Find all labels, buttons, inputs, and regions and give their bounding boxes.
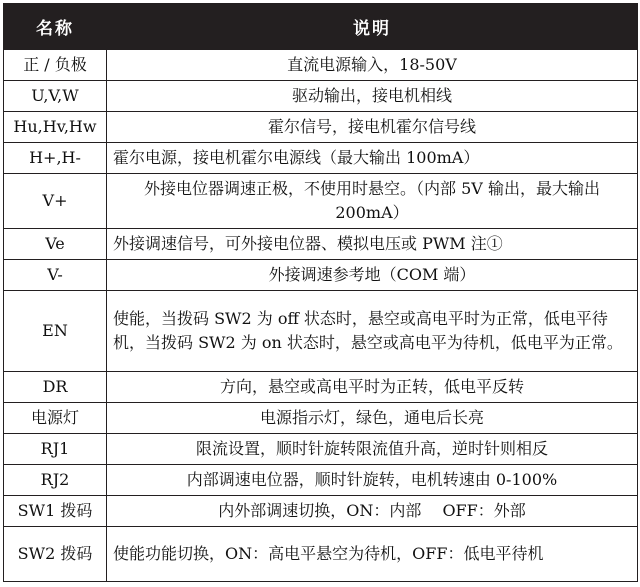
row-description: 限流设置，顺时针旋转限流值升高，逆时针则相反	[107, 434, 638, 465]
table-row	[4, 143, 638, 174]
table-row	[4, 496, 638, 527]
spec-table-container	[3, 3, 638, 582]
table-row	[4, 50, 638, 81]
spec-table	[3, 3, 638, 582]
row-name: 电源灯	[4, 403, 107, 434]
row-description: 电源指示灯，绿色，通电后长亮	[107, 403, 638, 434]
table-row	[4, 174, 638, 229]
row-description: 霍尔信号，接电机霍尔信号线	[107, 112, 638, 143]
table-row	[4, 465, 638, 496]
row-description: 外接调速参考地（COM 端）	[107, 260, 638, 291]
row-description: 外接调速信号，可外接电位器、模拟电压或 PWM 注①	[107, 229, 638, 260]
row-name: RJ2	[4, 465, 107, 496]
row-description: 内外部调速切换，ON：内部 OFF：外部	[107, 496, 638, 527]
row-name: Ve	[4, 229, 107, 260]
row-name: U,V,W	[4, 81, 107, 112]
table-row	[4, 229, 638, 260]
table-row	[4, 112, 638, 143]
row-description: 直流电源输入，18-50V	[107, 50, 638, 81]
table-row	[4, 81, 638, 112]
header-description: 说明	[107, 4, 638, 50]
row-name: EN	[4, 291, 107, 372]
row-name: SW2 拨码	[4, 527, 107, 582]
row-description: 霍尔电源，接电机霍尔电源线（最大输出 100mA）	[107, 143, 638, 174]
table-row	[4, 372, 638, 403]
table-row	[4, 527, 638, 582]
row-description: 方向，悬空或高电平时为正转，低电平反转	[107, 372, 638, 403]
row-description: 使能，当拨码 SW2 为 off 状态时，悬空或高电平时为正常，低电平待机，当拨码 SW2 为 on 状态时，悬空或高电平为待机，低电平为正常。	[107, 291, 638, 372]
row-name: V-	[4, 260, 107, 291]
row-name: H+,H-	[4, 143, 107, 174]
table-row	[4, 291, 638, 372]
row-name: Hu,Hv,Hw	[4, 112, 107, 143]
table-row	[4, 434, 638, 465]
row-name: V+	[4, 174, 107, 229]
table-row	[4, 260, 638, 291]
row-name: SW1 拨码	[4, 496, 107, 527]
table-row	[4, 403, 638, 434]
row-description: 内部调速电位器，顺时针旋转，电机转速由 0-100%	[107, 465, 638, 496]
row-description: 外接电位器调速正极，不使用时悬空。（内部 5V 输出，最大输出 200mA）	[107, 174, 638, 229]
row-name: RJ1	[4, 434, 107, 465]
row-description: 驱动输出，接电机相线	[107, 81, 638, 112]
table-header-row	[4, 4, 638, 50]
row-name: 正 / 负极	[4, 50, 107, 81]
row-name: DR	[4, 372, 107, 403]
row-description: 使能功能切换，ON：高电平悬空为待机，OFF：低电平待机	[107, 527, 638, 582]
header-name: 名称	[4, 4, 107, 50]
